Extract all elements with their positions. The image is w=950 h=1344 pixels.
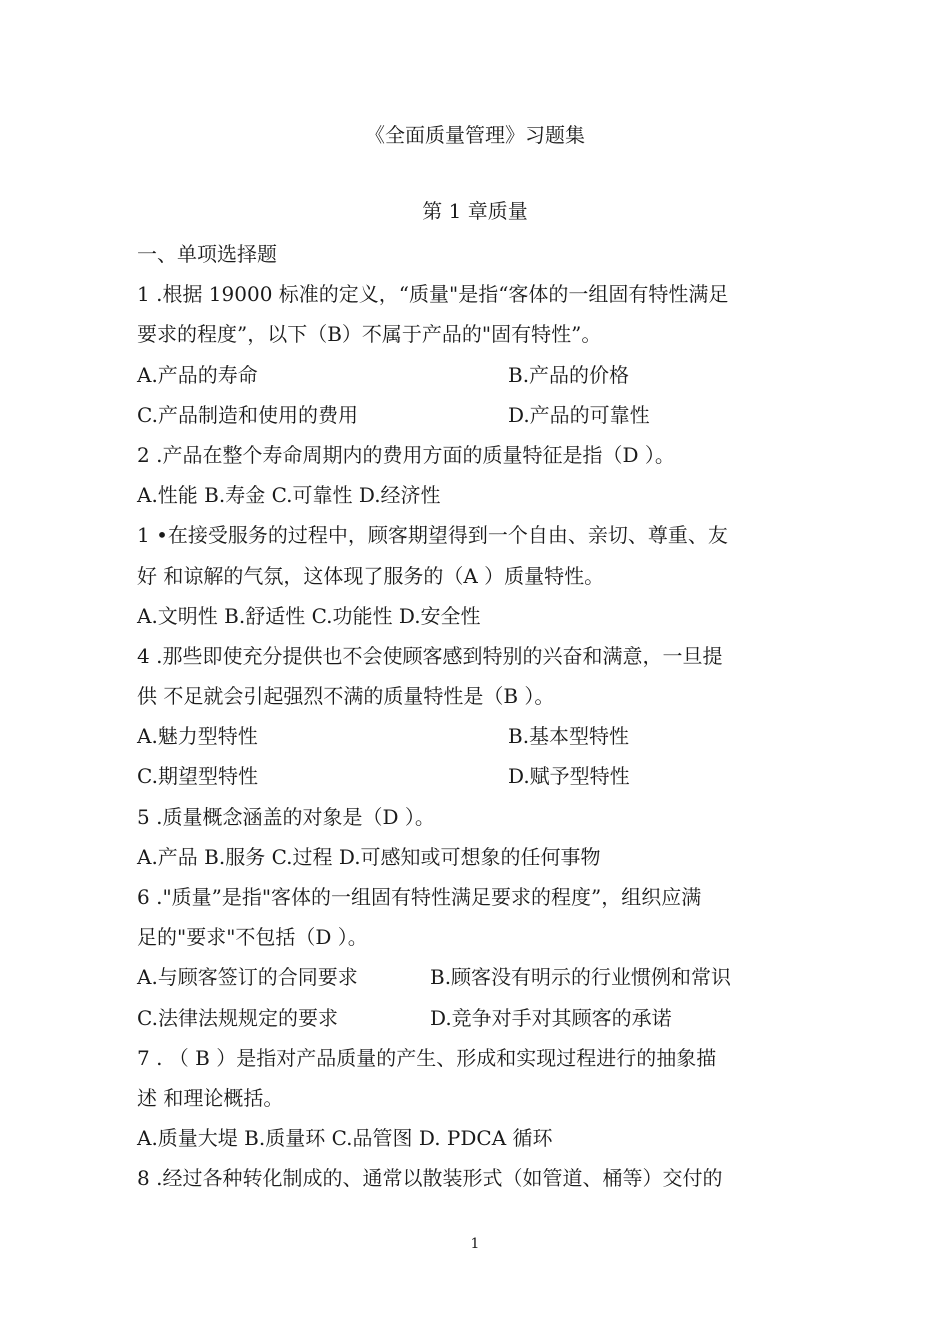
question-1-stem-line-2: 要求的程度”，以下（B）不属于产品的"固有特性”。 [137, 322, 602, 347]
question-7-options: A.质量大堤 B.质量环 C.品管图 D. PDCA 循环 [137, 1126, 553, 1151]
question-3-stem-line-1: 1 •在接受服务的过程中，顾客期望得到一个自由、亲切、尊重、友 [137, 523, 728, 548]
question-5-stem-line-1: 5 .质量概念涵盖的对象是（D ）。 [137, 804, 435, 829]
page-number: 1 [470, 1236, 480, 1252]
question-2-stem-line-1: 2 .产品在整个寿命周期内的费用方面的质量特征是指（D ）。 [137, 442, 675, 467]
question-2-options: A.性能 B.寿金 C.可靠性 D.经济性 [137, 483, 441, 508]
question-4-stem-line-2: 供 不足就会引起强烈不满的质量特性是（B ）。 [137, 684, 555, 709]
question-6-options-row-1 [137, 957, 817, 997]
question-4-stem-line-1: 4 .那些即使充分提供也不会使顾客感到特别的兴奋和满意，一旦提 [137, 643, 723, 668]
question-6-stem-line-2: 足的"要求"不包括（D ）。 [137, 925, 368, 950]
question-6-options-row-2 [137, 998, 817, 1038]
question-7-stem-line-1: 7 . （ B ）是指对产品质量的产生、形成和实现过程进行的抽象描 [137, 1045, 717, 1070]
question-4-options-row-1 [137, 716, 817, 756]
question-6-option-c: C.法律法规规定的要求 [137, 1005, 338, 1030]
question-1-option-d: D.产品的可靠性 [508, 402, 650, 427]
question-7-stem-line-2: 述 和理论概括。 [137, 1085, 284, 1110]
section-heading: 一、单项选择题 [137, 242, 277, 266]
question-8-stem-line-1: 8 .经过各种转化制成的、通常以散装形式（如管道、桶等）交付的 [137, 1166, 723, 1191]
question-5-options: A.产品 B.服务 C.过程 D.可感知或可想象的任何事物 [137, 844, 601, 869]
question-3-options: A.文明性 B.舒适性 C.功能性 D.安全性 [137, 603, 481, 628]
question-1-stem-line-1: 1 .根据 19000 标准的定义，“质量"是指“客体的一组固有特性满足 [137, 282, 729, 307]
question-6-option-d: D.竞争对手对其顾客的承诺 [430, 1005, 672, 1030]
question-4-option-a: A.魅力型特性 [137, 724, 258, 749]
question-1-options-row-2 [137, 395, 817, 435]
question-1-option-b: B.产品的价格 [508, 362, 630, 387]
question-1-option-a: A.产品的寿命 [137, 362, 258, 387]
question-4-option-b: B.基本型特性 [508, 724, 630, 749]
question-1-option-c: C.产品制造和使用的费用 [137, 402, 358, 427]
chapter-title: 第 1 章质量 [422, 199, 528, 223]
question-1-options-row-1 [137, 355, 817, 395]
question-4-option-c: C.期望型特性 [137, 764, 258, 789]
question-6-option-a: A.与顾客签订的合同要求 [137, 965, 358, 990]
question-6-stem-line-1: 6 ."质量”是指"客体的一组固有特性满足要求的程度”，组织应满 [137, 885, 702, 909]
document-body [137, 234, 817, 1199]
question-4-option-d: D.赋予型特性 [508, 764, 630, 789]
question-4-options-row-2 [137, 756, 817, 796]
question-3-stem-line-2: 好 和谅解的气氛，这体现了服务的（A ）质量特性。 [137, 563, 605, 588]
document-title: 《全面质量管理》习题集 [365, 123, 585, 147]
question-6-option-b: B.顾客没有明示的行业惯例和常识 [430, 965, 732, 990]
